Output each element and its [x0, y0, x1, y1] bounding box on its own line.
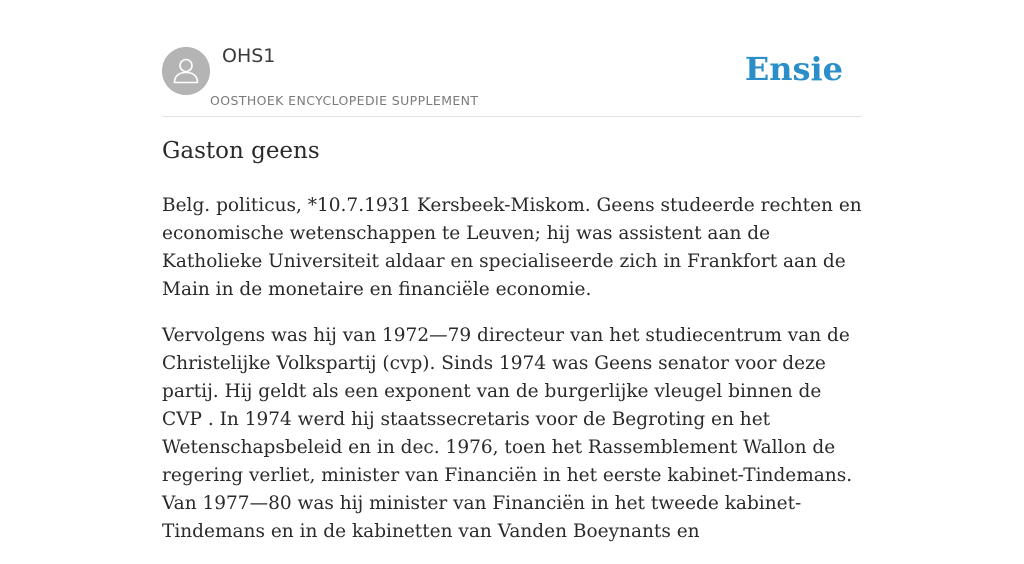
site-logo[interactable]: Ensie — [744, 50, 843, 88]
source-label[interactable]: OOSTHOEK ENCYCLOPEDIE SUPPLEMENT — [210, 93, 479, 108]
person-icon — [162, 47, 210, 95]
page-title: Gaston geens — [162, 138, 320, 164]
article-paragraph: Belg. politicus, *10.7.1931 Kersbeek-Miskom. Geens studeerde rechten en economische wetenschappen te Leuven; hij was assistent aan de Katholieke Universiteit aldaar en specialiseerde zich in Frankfort aan de Main in de monetaire en financiële economie. — [162, 195, 862, 300]
user-avatar-icon[interactable] — [162, 47, 210, 95]
article-paragraph: Vervolgens was hij van 1972—79 directeur van het studiecentrum van de Christelijke Volkspartij (cvp). Sinds 1974 was Geens senator voor deze partij. Hij geldt als een exponent van de burgerlijke vleugel binnen de CVP . In 1974 werd hij staatssecretaris voor de Begroting en het Wetenschapsbeleid en in dec. 1976, toen het Rassemblement Wallon de regering verliet, minister van Financiën in het eerste kabinet-Tindemans. Van 1977—80 was hij minister van Financiën in het tweede kabinet-Tindemans en in de kabinetten van Vanden Boeynants en — [162, 325, 853, 542]
article-body — [162, 192, 862, 564]
header — [162, 0, 862, 117]
author-name[interactable]: OHS1 — [222, 45, 276, 67]
